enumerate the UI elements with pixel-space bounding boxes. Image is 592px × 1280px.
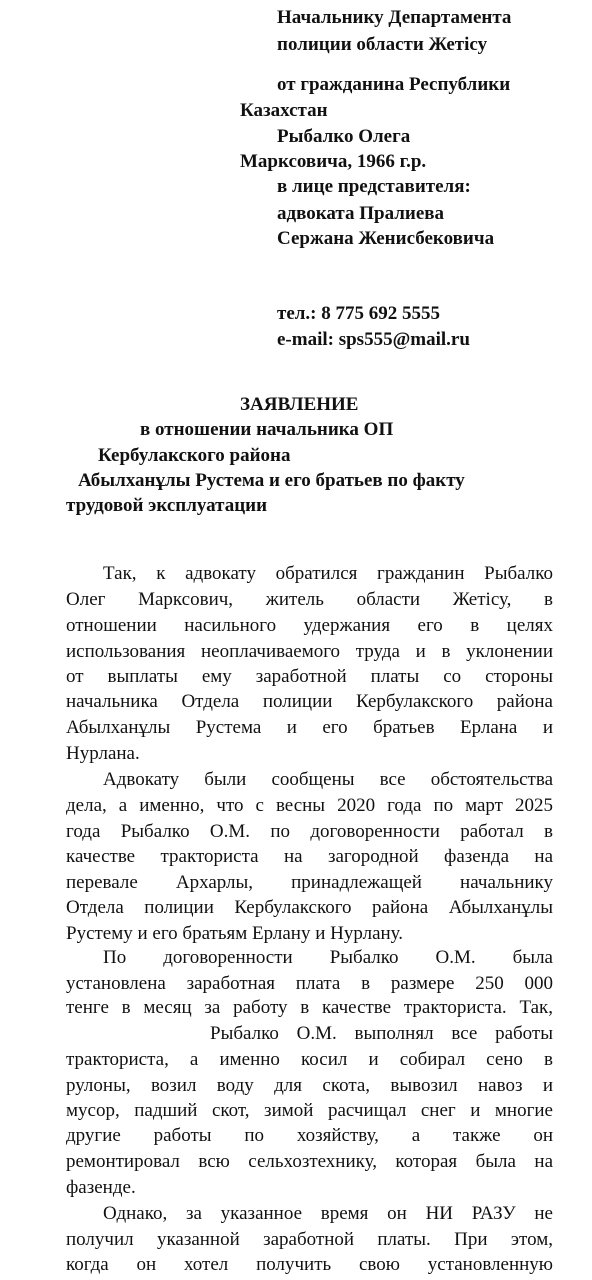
phone-number: тел.: 8 775 692 5555 — [277, 303, 441, 324]
paragraph-line: использования неоплачиваемого труда и в уклонении — [66, 641, 553, 662]
paragraph-line: рулоны, возил воду для скота, вывозил навоз и — [66, 1075, 553, 1096]
paragraph-line: Рыбалко О.М. выполнял все работы — [210, 1023, 553, 1044]
sender-line-3: Рыбалко Олега — [277, 126, 411, 147]
sender-line-2: Казахстан — [240, 100, 328, 121]
paragraph-line: года Рыбалко О.М. по договоренности работал в — [66, 821, 553, 842]
paragraph-line: мусор, падший скот, зимой расчищал снег и многие — [66, 1100, 553, 1121]
paragraph-line: качестве тракториста на загородной фазенда на — [66, 846, 553, 867]
paragraph-line: перевале Архарлы, принадлежащей начальнику — [66, 872, 553, 893]
title-heading: ЗАЯВЛЕНИЕ — [240, 394, 359, 415]
recipient-line-1: Начальнику Департамента — [277, 7, 512, 28]
paragraph-line: Нурлана. — [66, 743, 140, 764]
paragraph-line: тенге в месяц за работу в качестве тракториста. Так, — [66, 997, 553, 1018]
recipient-line-2: полиции области Жетісу — [277, 34, 488, 55]
representative-line-3: Сержана Женисбековича — [277, 228, 495, 249]
paragraph-line: Рустему и его братьям Ерлану и Нурлану. — [66, 923, 404, 944]
paragraph-line: другие работы по хозяйству, а также он — [66, 1125, 553, 1146]
paragraph-line: Так, к адвокату обратился гражданин Рыбалко — [103, 563, 553, 584]
paragraph-line: Абылханұлы Рустема и его братьев Ерлана и — [66, 717, 553, 738]
representative-line-2: адвоката Пралиева — [277, 203, 445, 224]
paragraph-line: тракториста, а именно косил и собирал сено в — [66, 1049, 553, 1070]
paragraph-line: ремонтировал всю сельхозтехнику, которая была на — [66, 1151, 553, 1172]
representative-line-1: в лице представителя: — [277, 176, 471, 197]
title-line-1: в отношении начальника ОП — [140, 419, 394, 440]
sender-line-4: Марксовича, 1966 г.р. — [240, 151, 427, 172]
title-line-2: Кербулакского района — [98, 445, 291, 466]
paragraph-line: фазенде. — [66, 1177, 136, 1198]
paragraph-line: Однако, за указанное время он НИ РАЗУ не — [103, 1203, 553, 1224]
paragraph-line: начальника Отдела полиции Кербулакского района — [66, 691, 553, 712]
title-line-4: трудовой эксплуатации — [66, 495, 268, 516]
sender-line-1: от гражданина Республики — [277, 74, 511, 95]
paragraph-line: Отдела полиции Кербулакского района Абылханұлы — [66, 897, 553, 918]
paragraph-line: дела, а именно, что с весны 2020 года по март 2025 — [66, 795, 553, 816]
paragraph-line: от выплаты ему заработной платы со стороны — [66, 666, 553, 687]
paragraph-line: отношении насильного удержания его в целях — [66, 615, 553, 636]
paragraph-line: Адвокату были сообщены все обстоятельства — [103, 769, 553, 790]
paragraph-line: По договоренности Рыбалко О.М. была — [103, 947, 553, 968]
paragraph-line: установлена заработная плата в размере 250 000 — [66, 973, 553, 994]
paragraph-line: Олег Марксович, житель области Жетісу, в — [66, 589, 553, 610]
paragraph-line: получил указанной заработной платы. При этом, — [66, 1229, 553, 1250]
email-address: e-mail: sps555@mail.ru — [277, 329, 470, 350]
title-line-3: Абылханұлы Рустема и его братьев по факту — [78, 470, 465, 491]
paragraph-line: когда он хотел получить свою установленную — [66, 1254, 553, 1275]
